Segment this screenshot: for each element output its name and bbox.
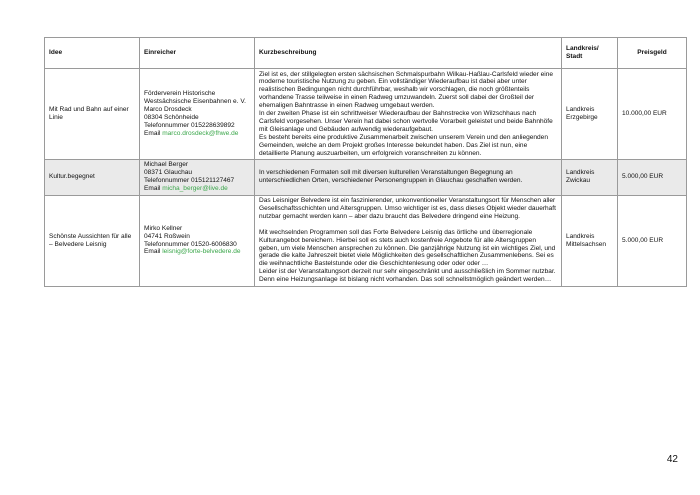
header-landkreis: Landkreis/ Stadt — [562, 38, 618, 69]
table-row — [45, 159, 687, 195]
cell-idee: Schönste Aussichten für alle – Belvedere Leisnig — [45, 195, 140, 286]
cell-idee: Mit Rad und Bahn auf einer Linie — [45, 69, 140, 160]
email-link[interactable]: micha_berger@live.de — [162, 185, 228, 193]
einreicher-details: Mirko Kellner 04741 Roßwein Telefonnummer 01520-6006830 — [144, 224, 237, 248]
einreicher-details: Michael Berger 08371 Glauchau Telefonnummer 015121127467 — [144, 161, 235, 185]
table-row — [45, 69, 687, 160]
email-label: Email — [144, 185, 163, 193]
cell-einreicher — [140, 69, 255, 160]
header-idee: Idee — [45, 38, 140, 69]
projects-table — [44, 37, 687, 287]
cell-landkreis: Landkreis Zwickau — [562, 159, 618, 195]
einreicher-details: Förderverein Historische Westsächsische Eisenbahnen e. V. Marco Drosdeck 08304 Schönheide Telefonnummer 015228639892 — [144, 90, 246, 129]
header-kurzbeschreibung: Kurzbeschreibung — [255, 38, 562, 69]
cell-preisgeld: 5.000,00 EUR — [618, 159, 687, 195]
cell-einreicher — [140, 195, 255, 286]
email-link[interactable]: marco.drosdeck@fhwe.de — [162, 129, 239, 137]
cell-preisgeld: 10.000,00 EUR — [618, 69, 687, 160]
email-label: Email — [144, 248, 163, 256]
table-row — [45, 195, 687, 286]
header-einreicher: Einreicher — [140, 38, 255, 69]
cell-kurzbeschreibung: In verschiedenen Formaten soll mit diversen kulturellen Veranstaltungen Begegnung an unterschiedlichen Orten, verschiedener Personengruppen in Glauchau geschaffen werden. — [255, 159, 562, 195]
cell-idee: Kultur.begegnet — [45, 159, 140, 195]
cell-einreicher — [140, 159, 255, 195]
cell-landkreis: Landkreis Erzgebirge — [562, 69, 618, 160]
cell-kurzbeschreibung: Das Leisniger Belvedere ist ein faszinierender, unkonventioneller Veranstaltungsort für Menschen aller Gesellschaftsschichten und Altersgruppen. Umso wichtiger ist es, dass dieses Objekt wieder dauerhaft nutzbar gemacht werden kann – aber dazu braucht das Belvedere dringend eine Heizung. Mit wechselnden Programmen soll das Forte Belvedere Leisnig das örtliche und überregionale Kulturangebot bereichern. Hierbei soll es stets auch kostenfreie Angebote für alle Altersgruppen geben, um viele Menschen ansprechen zu können. Die ganzjährige Nutzung ist ein wichtiges Ziel, und gerade die kalte Jahreszeit bietet viele Möglichkeiten des gesellschaftlichen Zusammenlebens. Sei es die weihnachtliche Bastelstunde oder die Geschichtenlesung oder oder oder … Leider ist der Veranstaltungsort derzeit nur sehr eingeschränkt und ausschließlich im Sommer nutzbar. Denn eine Heizungsanlage ist bislang nicht vorhanden. Das soll schnellstmöglich geändert werden… — [255, 195, 562, 286]
header-preisgeld: Preisgeld — [618, 38, 687, 69]
email-link[interactable]: leisnig@forte-belvedere.de — [162, 248, 241, 256]
cell-preisgeld: 5.000,00 EUR — [618, 195, 687, 286]
email-label: Email — [144, 129, 163, 137]
cell-landkreis: Landkreis Mittelsachsen — [562, 195, 618, 286]
table-header-row — [45, 38, 687, 69]
page-number: 42 — [666, 454, 678, 465]
cell-kurzbeschreibung: Ziel ist es, der stillgelegten ersten sächsischen Schmalspurbahn Wilkau-Haßlau-Carlsfeld wieder eine moderne touristische Nutzung zu geben. Ein vollständiger Wiederaufbau ist dabei aber unter realistischen Bedingungen nicht durchführbar, weshalb wir vorschlagen, die noch größtenteils vorhandene Trasse teilweise in einen Radweg umzuwandeln. Zuerst soll dabei der Großteil der ehemaligen Bahntrasse in einen Radweg umgebaut werden. In der zweiten Phase ist ein schrittweiser Wiederaufbau der Bahnstrecke von Wilzschhaus nach Carlsfeld vorgesehen. Unser Verein hat dabei schon wertvolle Vorarbeit geleistet und beide Bahnhöfe mit Gleisanlage und Gebäuden aufwendig wiederaufgebaut. Es besteht bereits eine produktive Zusammenarbeit zwischen unserem Verein und den anliegenden Gemeinden, welche an dem Projekt großes Interesse bekundet haben. Das Ziel ist nun, eine detaillierte Planung auszuarbeiten, um erfolgreich voranschreiten zu können. — [255, 69, 562, 160]
